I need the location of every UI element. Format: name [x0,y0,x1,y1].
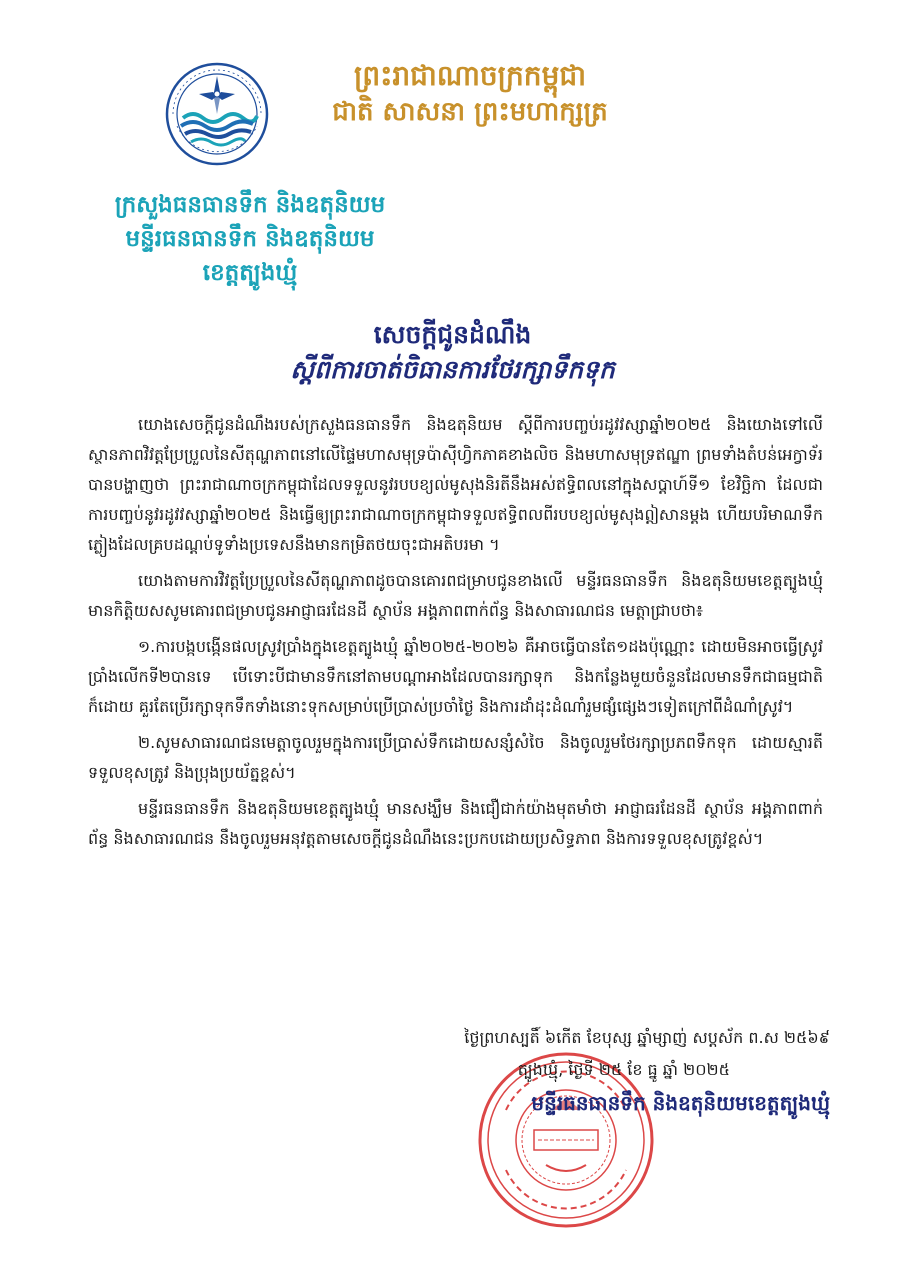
paragraph: យោងសេចក្តីជូនដំណឹងរបស់ក្រសួងធនធានទឹក និងឧតុនិយម ស្តីពីការបញ្ចប់រដូវវស្សាឆ្នាំ២០២៥ និងយោងទៅលើស្ថានភាពវិវត្តប្រែប្រួលនៃសីតុណ្ហភាពនៅលើផ្ទៃមហាសមុទ្រប៉ាស៊ីហ្វិកភាគខាងលិច និងមហាសមុទ្រឥណ្ឌា ព្រមទាំងតំបន់អេក្វាទ័រ បានបង្ហាញថា ព្រះរាជាណាចក្រកម្ពុជាដែលទទួលនូវរបបខ្យល់មូសុងនិរតីនឹងអស់ឥទ្ធិពលនៅក្នុងសប្តាហ៍ទី១ ខែវិច្ឆិកា ដែលជាការបញ្ចប់នូវរដូវវស្សាឆ្នាំ២០២៥ និងធ្វើឲ្យព្រះរាជាណាចក្រកម្ពុជាទទួលឥទ្ធិពលពីរបបខ្យល់មូសុងឦសានម្តង ហើយបរិមាណទឹកភ្លៀងដែលគ្របដណ្តប់ទូទាំងប្រទេសនឹងមានកម្រិតថយចុះជាអតិបរមា ។ [88,415,823,554]
department-name: មន្ទីរធនធានទឹក និងឧតុនិយម [125,225,375,252]
ministry-name: ក្រសួងធនធានទឹក និងឧតុនិយម [114,191,386,218]
title-line2: ស្តីពីការចាត់ចិធានការថែរក្សាទឹកទុក [290,355,615,384]
kingdom-name: ព្រះរាជាណាចក្រកម្ពុជា [353,59,586,92]
document-body [88,410,823,860]
paragraph: យោងតាមការវិវត្តប្រែប្រួលនៃសីតុណ្ហភាពដូចបានគោរពជម្រាបជូនខាងលើ មន្ទីរធនធានទឹក និងឧតុនិយមខេត្តត្បូងឃ្មុំ មានកិត្តិយសសូមគោរពជម្រាបជូនអាជ្ញាធរដែនដី ស្ថាប័ន អង្គភាពពាក់ព័ន្ធ និងសាធារណជន មេត្តាជ្រាបថា៖ [88,571,823,620]
paragraph: ១.ការបង្កបង្កើនផលស្រូវប្រាំងក្នុងខេត្តត្បូងឃ្មុំ ឆ្នាំ២០២៥-២០២៦ គឺអាចធ្វើបានតែ១ដងប៉ុណ្ណោះ ដោយមិនអាចធ្វើស្រូវប្រាំងលើកទី២បានទេ បើទោះបីជាមានទឹកនៅតាមបណ្តាអាងដែលបានរក្សាទុក និងកន្លែងមួយចំនួនដែលមានទឹកជាធម្មជាតិក៏ដោយ គួរតែប្រើរក្សាទុកទឹកទាំងនោះទុកសម្រាប់ប្រើប្រាស់ប្រចាំថ្ងៃ និងការដាំដុះដំណាំរួមផ្សំផ្សេងៗទៀតក្រៅពីដំណាំស្រូវ។ [88,637,823,716]
national-motto: ជាតិ សាសនា ព្រះមហាក្សត្រ [332,97,608,127]
document-title [150,318,755,388]
paragraph: មន្ទីរធនធានទឹក និងឧតុនិយមខេត្តត្បូងឃ្មុំ មានសង្ឃឹម និងជឿជាក់យ៉ាងមុតមាំថា អាជ្ញាធរដែនដី ស្ថាប័ន អង្គភាពពាក់ព័ន្ធ និងសាធារណជន នឹងចូលរួមអនុវត្តតាមសេចក្តីជូនដំណឹងនេះប្រកបដោយប្រសិទ្ធភាព និងការទទួលខុសត្រូវខ្ពស់។ [88,799,823,848]
kingdom-motto [290,58,650,130]
issuing-authority [80,188,420,290]
lunar-date: ថ្ងៃព្រហស្បតិ៍ ៦កើត ខែបុស្ស ឆ្នាំម្សាញ់ សប្តស័ក ព.ស ២៥៦៩ [464,1028,830,1047]
province-name: ខេត្តត្បូងឃ្មុំ [202,259,298,286]
paragraph: ២.សូមសាធារណជនមេត្តាចូលរួមក្នុងការប្រើប្រាស់ទឹកដោយសន្សំសំចៃ និងចូលរួមថែរក្សាប្រភពទឹកទុក ដោយស្មារតីទទួលខុសត្រូវ និងប្រុងប្រយ័ត្នខ្ពស់។ [88,733,823,782]
ministry-emblem-icon [165,62,269,166]
title-line1: សេចក្តីជូនដំណឹង [373,320,532,349]
signatory: មន្ទីរធនធានទឹក និងឧតុនិយមខេត្តត្បូងឃ្មុំ [531,1091,830,1115]
place-date: ត្បូងឃ្មុំ, ថ្ងៃទី ២៥ ខែ ធ្នូ ឆ្នាំ ២០២៥ [517,1060,730,1079]
document-footer [464,1022,830,1120]
